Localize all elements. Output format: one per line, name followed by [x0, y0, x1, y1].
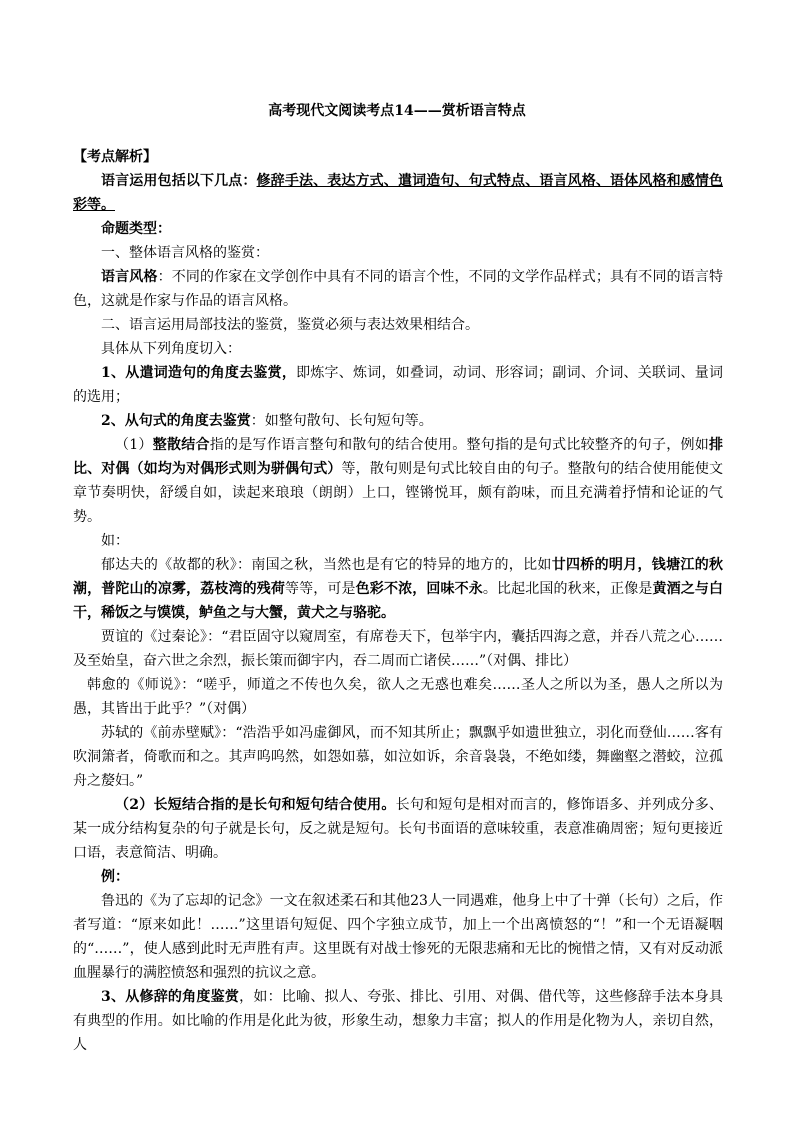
paragraph-zheng-san: （1）整散结合指的是写作语言整句和散句的结合使用。整句指的是句式比较整齐的句子，例如排比、对偶（如均为对偶形式则为骈偶句式）等，散句则是句式比较自由的句子。整散句的结合使用能使文章节奏明快，舒缓自如，读起来琅琅（朗朗）上口，铿锵悦耳，颇有韵味，而且充满着抒情和论证的气势。 [73, 437, 724, 525]
paragraph-yu-dafu: 郁达夫的《故都的秋》：南国之秋，当然也是有它的特异的地方的，比如廿四桥的明月，钱塘江的秋潮，普陀山的凉雾，荔枝湾的残荷等等，可是色彩不浓，回味不永。比起北国的秋来，正像是黄酒之与白干，稀饭之与馍馍，鲈鱼之与大蟹，黄犬之与骆驼。 [73, 557, 724, 621]
question-types-label: 命题类型： [101, 221, 171, 237]
paragraph-lu-xun: 鲁迅的《为了忘却的记念》一文在叙述柔石和其他23人一同遇难，他身上中了十弹（长句）之后，作者写道：“原来如此！……”这里语句短促、四个字独立成节，加上一个出离愤怒的“！”和一个无语凝咽的“……”，使人感到此时无声胜有声。这里既有对战士惨死的无限悲痛和无比的惋惜之情，又有对反动派血腥暴行的满腔愤怒和强烈的抗议之意。 [73, 893, 723, 981]
paragraph-han-yu: 韩愈的《师说》：“嗟乎，师道之不传也久矣，欲人之无惑也难矣……圣人之所以为圣，愚人之所以为愚，其皆出于此乎？”（对偶） [73, 677, 723, 717]
paragraph-language-style: 语言风格：不同的作家在文学创作中具有不同的语言个性，不同的文学作品样式；具有不同的语言特色，这就是作家与作品的语言风格。 [73, 269, 724, 309]
paragraph-chang-duan: （2）长短结合指的是长句和短句结合使用。长句和短句是相对而言的，修饰语多、并列成分多、某一成分结构复杂的句子就是长句，反之就是短句。长句书面语的意味较重，表意准确周密；短句更接近口语，表意简洁、明确。 [73, 797, 723, 861]
paragraph-su-shi: 苏轼的《前赤壁赋》：“浩浩乎如冯虚御风，而不知其所止；飘飘乎如遗世独立，羽化而登仙……客有吹洞箫者，倚歌而和之。其声呜呜然，如怨如慕，如泣如诉，余音袅袅，不绝如缕，舞幽壑之潜蛟，泣孤舟之嫠妇。” [73, 725, 723, 789]
paragraph-angle-2: 2、从句式的角度去鉴赏：如整句散句、长句短句等。 [101, 413, 433, 429]
section-heading: 【考点解析】 [73, 149, 157, 165]
paragraph-angle-1: 1、从遣词造句的角度去鉴赏，即炼字、炼词，如叠词，动词、形容词；副词、介词、关联词、量词的选用； [73, 365, 723, 405]
example-label-2: 例： [101, 869, 129, 885]
paragraph-language-use: 语言运用包括以下几点：修辞手法、表达方式、遣词造句、句式特点、语言风格、语体风格和感情色彩等。 [73, 173, 724, 213]
paragraph-angles: 具体从下列角度切入： [101, 341, 241, 357]
paragraph-angle-3: 3、从修辞的角度鉴赏，如：比喻、拟人、夸张、排比、引用、对偶、借代等，这些修辞手法本身具有典型的作用。如比喻的作用是化此为彼，形象生动，想象力丰富；拟人的作用是化物为人，亲切自然，人 [73, 989, 723, 1053]
document-body [73, 145, 723, 1057]
paragraph-jia-yi: 贾谊的《过秦论》：“君臣固守以窥周室，有席卷天下，包举宇内，囊括四海之意，并吞八荒之心……及至始皇，奋六世之余烈，振长策而御宇内，吞二周而亡诸侯……”（对偶、排比） [73, 629, 723, 669]
heading-local-techniques: 二、语言运用局部技法的鉴赏，鉴赏必须与表达效果相结合。 [101, 317, 479, 333]
heading-overall-style: 一、整体语言风格的鉴赏： [101, 245, 269, 261]
page-title: 高考现代文阅读考点14——赏析语言特点 [268, 103, 526, 119]
example-label: 如： [101, 533, 129, 549]
